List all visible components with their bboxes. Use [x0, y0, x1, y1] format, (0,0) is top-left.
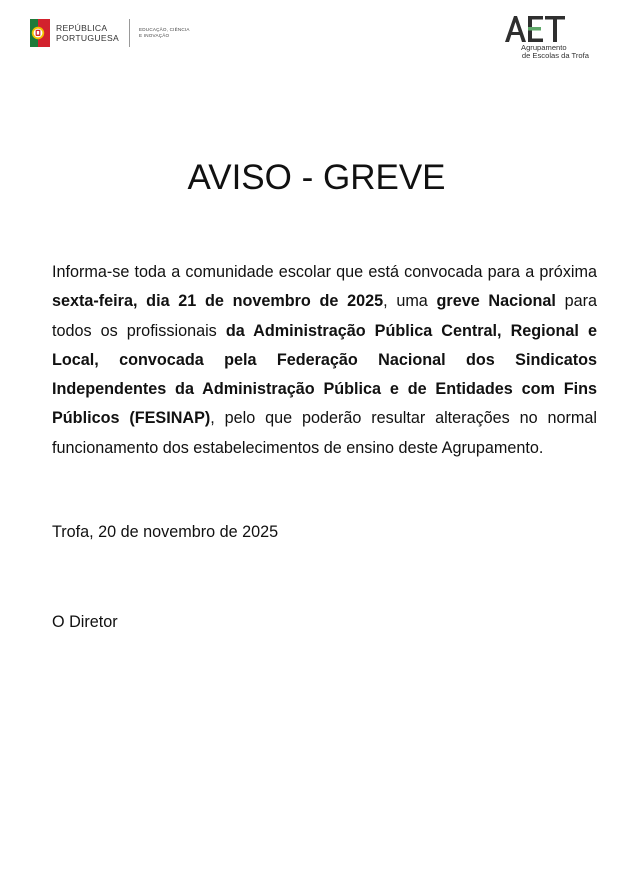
body-text-part4: , pelo que poderão resultar alterações no normal funcionamento dos estabelecimentos de ensino deste Agrupamento. [52, 409, 597, 457]
body-text-part1: Informa-se toda a comunidade escolar que está convocada para a próxima [52, 263, 597, 281]
body-text-part2: , uma [383, 292, 437, 311]
school-logo-line1: Agrupamento [521, 43, 567, 52]
gov-logo-line1: REPÚBLICA [56, 23, 108, 33]
signature: O Diretor [52, 613, 118, 631]
document-header [0, 0, 633, 70]
republica-portuguesa-text [56, 23, 119, 43]
notice-title: AVISO - GREVE [187, 158, 446, 197]
strike-date: sexta-feira, dia 21 de novembro de 2025 [52, 292, 384, 311]
gov-logo-line2: PORTUGUESA [56, 33, 120, 43]
strike-organizers: da Administração Pública Central, Regional e Local, convocada pela Federação Nacional dos Sindicatos Independentes da Administração Pública e de Entidades com Fins Públicos (FESINAP) [52, 321, 597, 428]
ministry-line1: EDUCAÇÃO, CIÊNCIA [139, 27, 190, 33]
notice-body [52, 258, 597, 463]
school-logo-line2: de Escolas da Trofa [521, 51, 589, 60]
strike-type: greve Nacional [436, 292, 556, 311]
school-logo [497, 14, 589, 60]
place-and-date: Trofa, 20 de novembro de 2025 [52, 523, 279, 541]
portugal-emblem-icon [30, 19, 50, 47]
body-text-part3: para todos os profissionais [52, 292, 597, 340]
ministry-name [139, 27, 199, 38]
aet-logo-icon [503, 14, 567, 44]
logo-divider [129, 19, 130, 47]
ministry-line2: E INOVAÇÃO [139, 33, 170, 38]
republica-portuguesa-logo [30, 19, 199, 47]
